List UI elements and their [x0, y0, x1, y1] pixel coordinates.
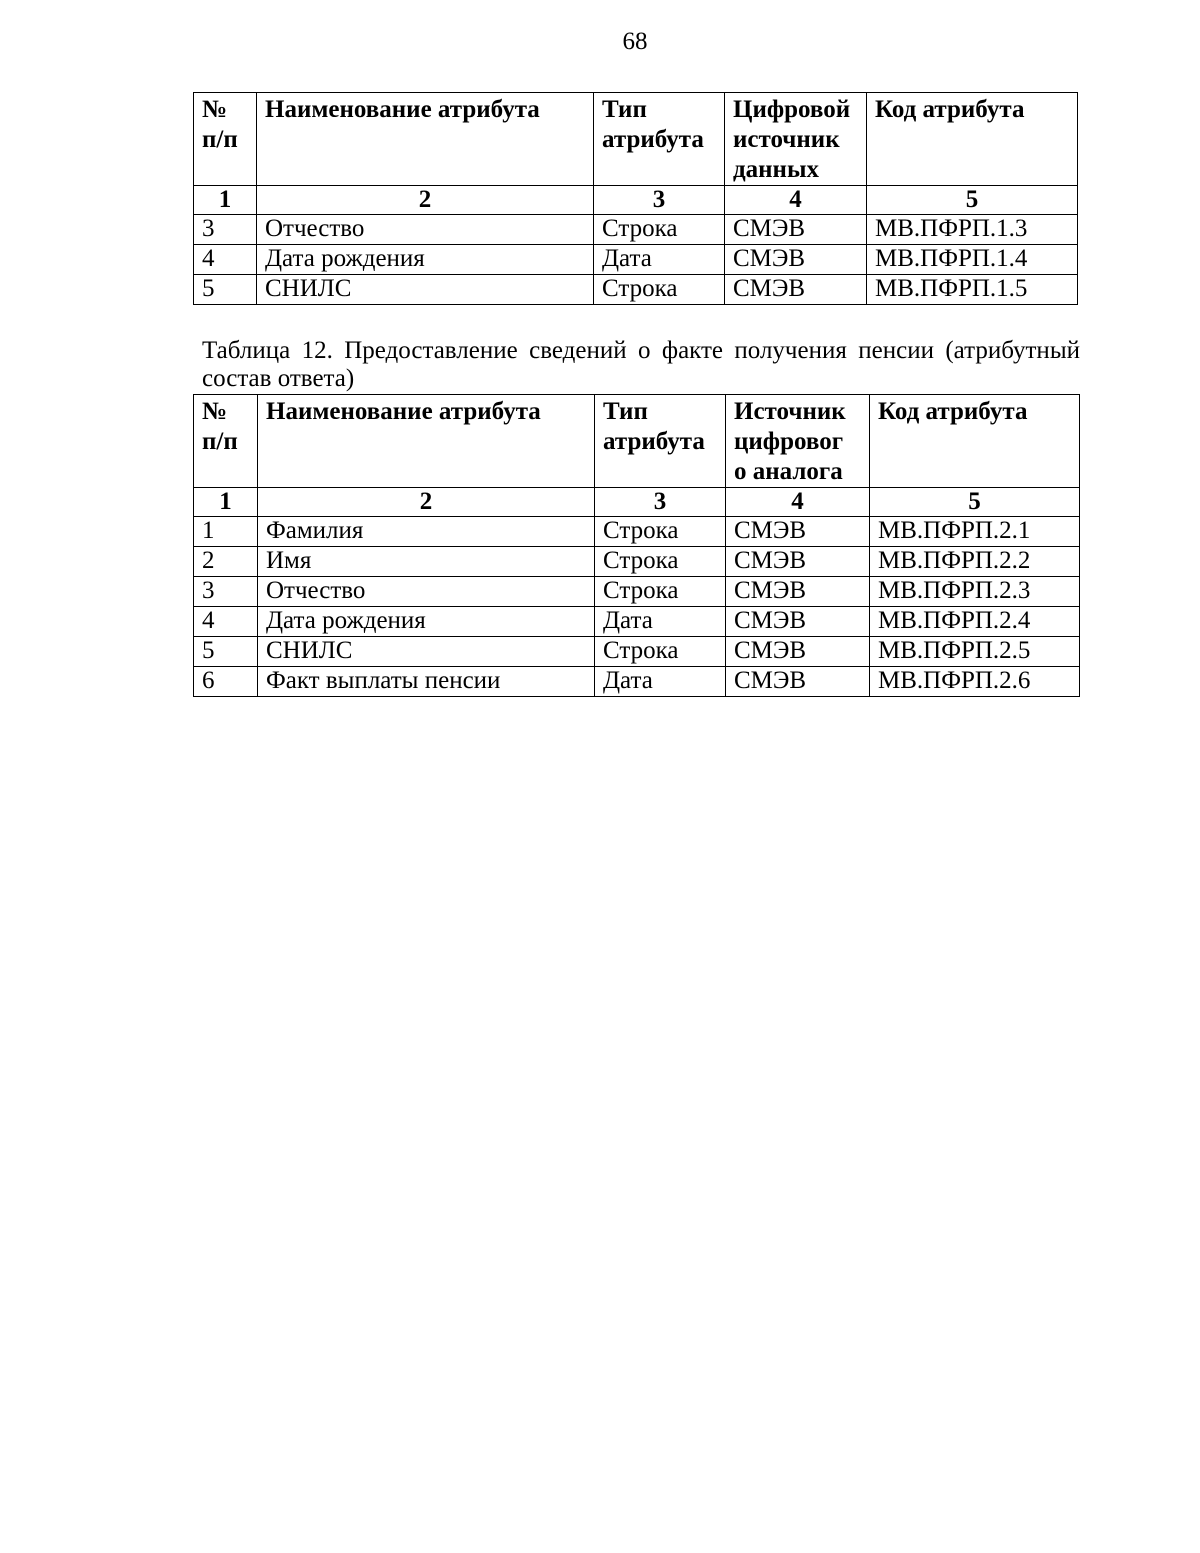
table-cell: Строка — [594, 275, 725, 305]
header-cell: № п/п — [194, 93, 257, 186]
table-cell: 4 — [194, 607, 258, 637]
table-cell: МВ.ПФРП.2.4 — [870, 607, 1080, 637]
table-row — [194, 517, 1080, 547]
table-cell: Дата — [595, 607, 726, 637]
column-number-cell: 3 — [595, 488, 726, 517]
table-row — [194, 275, 1078, 305]
column-number-cell: 3 — [594, 186, 725, 215]
table-row — [194, 607, 1080, 637]
table-cell: 6 — [194, 667, 258, 697]
attribute-table-1 — [193, 92, 1078, 305]
table-cell: 4 — [194, 245, 257, 275]
table-cell: Дата рождения — [258, 607, 595, 637]
table-cell: Отчество — [257, 215, 594, 245]
table-cell: 3 — [194, 215, 257, 245]
table-cell: СМЭВ — [726, 577, 870, 607]
table-cell: СНИЛС — [258, 637, 595, 667]
column-number-cell: 1 — [194, 186, 257, 215]
table-cell: СМЭВ — [726, 547, 870, 577]
table-cell: СМЭВ — [725, 215, 867, 245]
page-number: 68 — [622, 28, 648, 55]
header-cell: Тип атрибута — [594, 93, 725, 186]
column-number-cell: 1 — [194, 488, 258, 517]
table-cell: МВ.ПФРП.1.3 — [867, 215, 1078, 245]
header-cell: Тип атрибута — [595, 395, 726, 488]
column-number-cell: 2 — [257, 186, 594, 215]
table-row — [194, 667, 1080, 697]
header-cell: Код атрибута — [867, 93, 1078, 186]
table-cell: МВ.ПФРП.2.3 — [870, 577, 1080, 607]
table-cell: Дата рождения — [257, 245, 594, 275]
header-cell: Цифровой источник данных — [725, 93, 867, 186]
table-cell: СМЭВ — [725, 275, 867, 305]
column-number-cell: 2 — [258, 488, 595, 517]
table-cell: Имя — [258, 547, 595, 577]
header-cell: Код атрибута — [870, 395, 1080, 488]
table-header-row — [194, 93, 1078, 186]
table-cell: СМЭВ — [726, 667, 870, 697]
table-cell: Строка — [595, 577, 726, 607]
attribute-table-2 — [193, 394, 1080, 697]
table-cell: 5 — [194, 637, 258, 667]
column-number-cell: 5 — [867, 186, 1078, 215]
table-caption: Таблица 12. Предоставление сведений о факте получения пенсии (атрибутный состав ответа) — [202, 337, 1080, 392]
table-cell: Строка — [595, 517, 726, 547]
table-cell: Строка — [594, 215, 725, 245]
table-cell: МВ.ПФРП.2.1 — [870, 517, 1080, 547]
table-cell: СМЭВ — [725, 245, 867, 275]
header-cell: Наименование атрибута — [258, 395, 595, 488]
table-cell: Фамилия — [258, 517, 595, 547]
table-row — [194, 215, 1078, 245]
table-cell: 3 — [194, 577, 258, 607]
column-number-cell: 5 — [870, 488, 1080, 517]
column-number-cell: 4 — [726, 488, 870, 517]
table-cell: МВ.ПФРП.2.6 — [870, 667, 1080, 697]
table-cell: СНИЛС — [257, 275, 594, 305]
table-row — [194, 637, 1080, 667]
table-cell: МВ.ПФРП.2.5 — [870, 637, 1080, 667]
table-cell: СМЭВ — [726, 517, 870, 547]
table-cell: Строка — [595, 547, 726, 577]
table-cell: Факт выплаты пенсии — [258, 667, 595, 697]
column-number-row — [194, 488, 1080, 517]
table-cell: МВ.ПФРП.1.5 — [867, 275, 1078, 305]
header-cell: Источник цифровог о аналога — [726, 395, 870, 488]
table-row — [194, 577, 1080, 607]
table-cell: Дата — [594, 245, 725, 275]
table-cell: СМЭВ — [726, 607, 870, 637]
table-cell: 1 — [194, 517, 258, 547]
table-row — [194, 245, 1078, 275]
table-cell: 5 — [194, 275, 257, 305]
table-cell: СМЭВ — [726, 637, 870, 667]
table-cell: 2 — [194, 547, 258, 577]
table-cell: МВ.ПФРП.1.4 — [867, 245, 1078, 275]
column-number-cell: 4 — [725, 186, 867, 215]
table-cell: Дата — [595, 667, 726, 697]
header-cell: № п/п — [194, 395, 258, 488]
table-cell: Строка — [595, 637, 726, 667]
table-header-row — [194, 395, 1080, 488]
table-row — [194, 547, 1080, 577]
table-cell: Отчество — [258, 577, 595, 607]
header-cell: Наименование атрибута — [257, 93, 594, 186]
column-number-row — [194, 186, 1078, 215]
table-cell: МВ.ПФРП.2.2 — [870, 547, 1080, 577]
